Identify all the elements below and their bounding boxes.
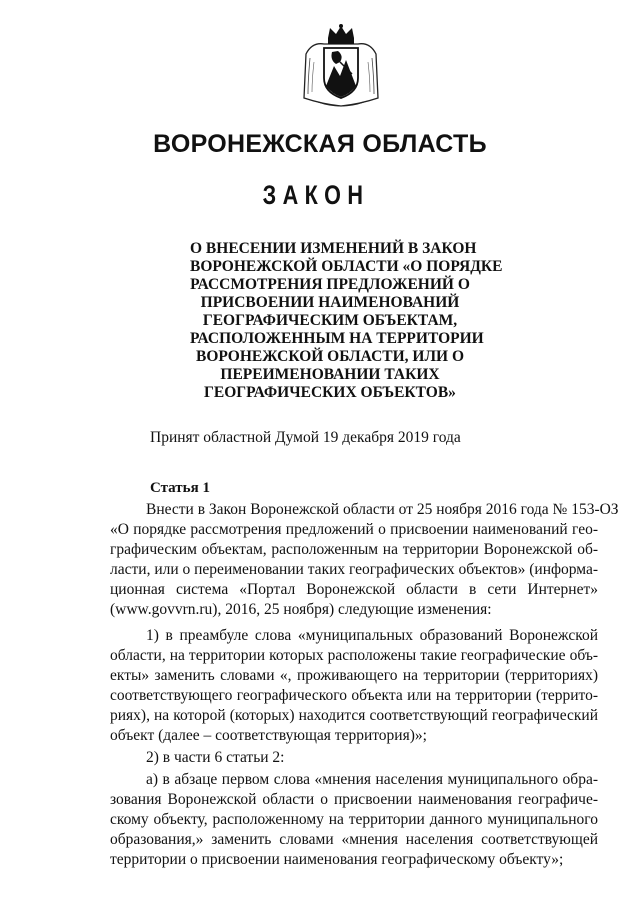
paragraph-line: скому объекту, расположенному на территории данного муниципального <box>110 811 598 828</box>
law-title-line: ВОРОНЕЖСКОЙ ОБЛАСТИ «О ПОРЯДКЕ <box>190 258 503 275</box>
article-heading: Статья 1 <box>150 480 210 496</box>
paragraph-line: Внести в Закон Воронежской области от 25 ноября 2016 года № 153-ОЗ <box>146 501 619 518</box>
law-title-line: ПЕРЕИМЕНОВАНИИ ТАКИХ <box>220 366 440 383</box>
law-title <box>190 240 503 402</box>
paragraph-line: соответствующего географического объекта или на территории (террито- <box>110 687 598 704</box>
law-title-line: ГЕОГРАФИЧЕСКИМ ОБЪЕКТАМ, <box>202 312 458 329</box>
paragraph-line: а) в абзаце первом слова «мнения населения муниципального обра- <box>146 771 598 788</box>
law-title-line: ВОРОНЕЖСКОЙ ОБЛАСТИ, ИЛИ О <box>195 348 465 365</box>
law-title-line: ПРИСВОЕНИИ НАИМЕНОВАНИЙ <box>200 294 460 311</box>
amendment-item-2 <box>110 748 598 768</box>
article-intro <box>110 500 619 620</box>
paragraph-line: ласти, или о переименовании таких географических объектов» (информа- <box>110 561 599 578</box>
paragraph-line: зования Воронежской области о присвоении наименования географиче- <box>110 791 598 808</box>
region-title: ВОРОНЕЖСКАЯ ОБЛАСТЬ <box>153 130 487 158</box>
paragraph-line: образования,» заменить словами «мнения населения соответствующей <box>110 831 598 848</box>
paragraph-line: ционная система «Портал Воронежской области в сети Интернет» <box>110 581 598 598</box>
paragraph-line: (www.govvrn.ru), 2016, 25 ноября) следующие изменения: <box>110 601 492 618</box>
paragraph-line: 2) в части 6 статьи 2: <box>146 749 285 766</box>
law-title-line: РАССМОТРЕНИЯ ПРЕДЛОЖЕНИЙ О <box>190 276 470 293</box>
paragraph-line: екты» заменить словами «, проживающего на территории (территориях) <box>110 667 598 684</box>
paragraph-line: «О порядке рассмотрения предложений о присвоении наименований гео- <box>110 521 598 538</box>
adoption-date: Принят областной Думой 19 декабря 2019 года <box>150 429 461 446</box>
document-type: ЗАКОН <box>262 180 370 210</box>
amendment-item-1 <box>110 626 598 746</box>
paragraph-line: 1) в преамбуле слова «муниципальных образований Воронежской <box>146 627 598 644</box>
paragraph-line: объект (далее – соответствующая территория)»; <box>110 727 427 744</box>
coat-of-arms-emblem <box>300 24 382 110</box>
paragraph-line: области, на территории которых расположены такие географические объ- <box>110 647 598 664</box>
amendment-item-2a <box>110 770 598 870</box>
paragraph-line: риях), на которой (которых) находится соответствующий географический <box>110 707 598 724</box>
law-title-line: О ВНЕСЕНИИ ИЗМЕНЕНИЙ В ЗАКОН <box>190 240 477 257</box>
paragraph-line: территории о присвоении наименования географическому объекту»; <box>110 851 564 868</box>
law-title-line: РАСПОЛОЖЕННЫМ НА ТЕРРИТОРИИ <box>190 330 484 347</box>
law-title-line: ГЕОГРАФИЧЕСКИХ ОБЪЕКТОВ» <box>204 384 456 401</box>
paragraph-line: графическим объектам, расположенным на территории Воронежской об- <box>110 541 598 558</box>
